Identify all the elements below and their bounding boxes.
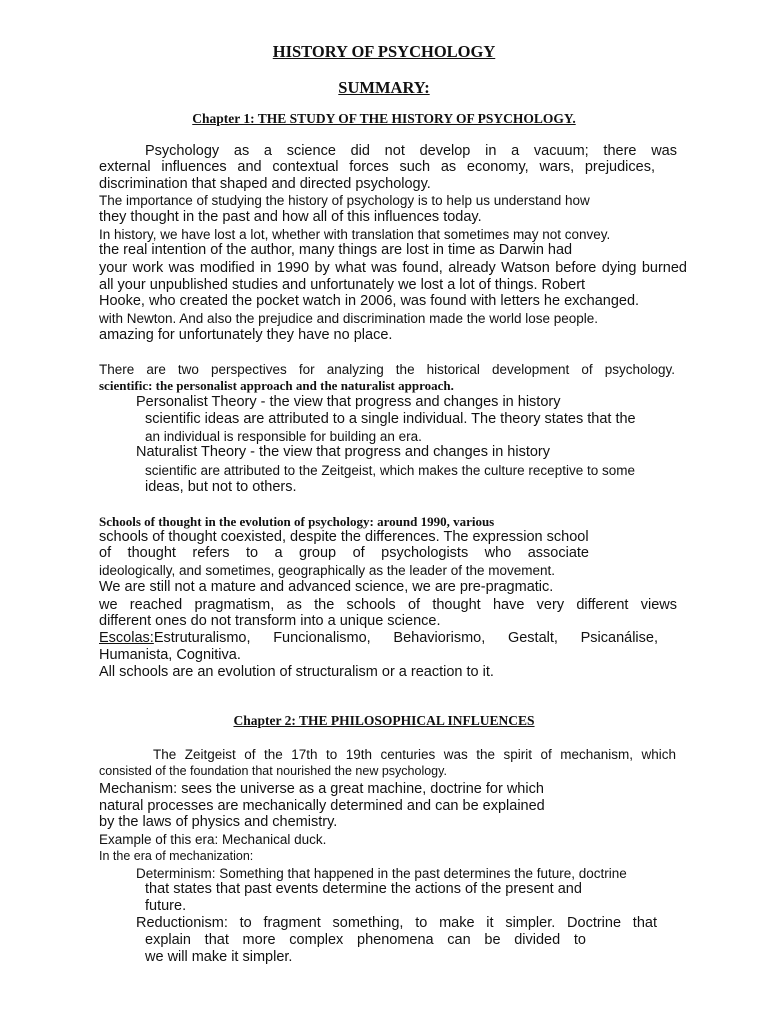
mechanism-line-1: Mechanism: sees the universe as a great machine, doctrine for which — [99, 781, 544, 797]
ch2-bullet-2-line-3: we will make it simpler. — [145, 949, 293, 965]
ch2-bullet-1-line-2: that states that past events determine the actions of the present and — [145, 881, 582, 897]
ch1-p4-line-1: There are two perspectives for analyzing the historical development of psychology. — [99, 362, 675, 377]
schools-line-3: ideologically, and sometimes, geographically as the leader of the movement. — [99, 563, 556, 578]
ch1-p1-line-2: external influences and contextual forces such as economy, wars, prejudices, — [99, 159, 655, 175]
schools-line-1: schools of thought coexisted, despite the differences. The expression school — [99, 529, 589, 545]
ch1-bullet-1-line-2: scientific ideas are attributed to a single individual. The theory states that the — [145, 411, 636, 427]
ch1-p1-line-3: discrimination that shaped and directed psychology. — [99, 176, 431, 192]
ch1-p3-line-2: the real intention of the author, many things are lost in time as Darwin had — [99, 242, 573, 258]
escolas-list-2: Humanista, Cognitiva. — [99, 647, 241, 663]
summary-heading: SUMMARY: — [338, 78, 430, 97]
chapter-1-heading: Chapter 1: THE STUDY OF THE HISTORY OF PSYCHOLOGY. — [192, 111, 576, 126]
ch1-p4-line-2: scientific: the personalist approach and the naturalist approach. — [99, 378, 454, 393]
schools-line-6: different ones do not transform into a unique science. — [99, 613, 441, 629]
ch1-bullet-1-line-3: an individual is responsible for building an era. — [145, 429, 422, 444]
ch1-bullet-2 — [122, 444, 700, 461]
schools-line-4: We are still not a mature and advanced science, we are pre-pragmatic. — [99, 579, 554, 595]
ch2-bullet-2-line-2: explain that more complex phenomena can be divided to — [145, 932, 586, 948]
escolas-list: Estruturalismo, Funcionalismo, Behaviorismo, Gestalt, Psicanálise, — [153, 630, 658, 646]
schools-line-5: we reached pragmatism, as the schools of thought have very different views — [99, 597, 677, 613]
mechanism-line-3: by the laws of physics and chemistry. — [99, 814, 338, 830]
ch1-p3-line-5: Hooke, who created the pocket watch in 2006, was found with letters he exchanged. — [99, 293, 640, 309]
ch1-p3-line-3: your work was modified in 1990 by what was found, already Watson before dying burned — [99, 260, 687, 276]
ch2-bullet-1-line-3: future. — [145, 898, 187, 914]
document-title: HISTORY OF PSYCHOLOGY — [272, 42, 496, 61]
ch1-p3-line-1: In history, we have lost a lot, whether with translation that sometimes may not convey. — [99, 227, 611, 242]
ch1-bullet-2-line-1: Naturalist Theory - the view that progress and changes in history — [136, 444, 550, 460]
ch1-p1-line-1: Psychology as a science did not develop in a vacuum; there was — [145, 143, 677, 159]
escolas-line — [99, 630, 658, 647]
ch1-bullet-2-line-3: ideas, but not to others. — [145, 479, 297, 495]
ch1-bullet-2-line-2: scientific are attributed to the Zeitgeist, which makes the culture receptive to some — [145, 463, 635, 478]
ch1-p2-line-2: they thought in the past and how all of this influences today. — [99, 209, 482, 225]
mechanism-line-2: natural processes are mechanically determined and can be explained — [99, 798, 545, 814]
ch1-bullet-1-line-1: Personalist Theory - the view that progress and changes in history — [136, 394, 561, 410]
escolas-close: All schools are an evolution of structuralism or a reaction to it. — [99, 664, 494, 680]
ch1-p2-line-1: The importance of studying the history of psychology is to help us understand how — [99, 193, 590, 208]
ch2-p1-line-2: consisted of the foundation that nourished the new psychology. — [99, 764, 447, 778]
ch2-p1-line-1: The Zeitgeist of the 17th to 19th centuries was the spirit of mechanism, which — [153, 747, 676, 762]
example-line: Example of this era: Mechanical duck. — [99, 832, 327, 847]
ch1-bullet-1 — [122, 394, 700, 411]
escolas-label: Escolas: — [99, 630, 154, 646]
era-line: In the era of mechanization: — [99, 849, 254, 863]
ch2-bullet-1-line-1: Determinism: Something that happened in the past determines the future, doctrine — [136, 866, 627, 881]
ch2-bullet-1 — [122, 865, 700, 882]
chapter-2-heading: Chapter 2: THE PHILOSOPHICAL INFLUENCES — [233, 713, 535, 728]
schools-line-2: of thought refers to a group of psychologists who associate — [99, 545, 589, 561]
ch2-bullet-2-line-1: Reductionism: to fragment something, to make it simpler. Doctrine that — [136, 915, 657, 931]
ch1-p3-line-6: with Newton. And also the prejudice and discrimination made the world lose people. — [99, 311, 599, 326]
ch1-p3-line-7: amazing for unfortunately they have no place. — [99, 327, 393, 343]
ch2-bullet-2 — [122, 915, 657, 932]
schools-heading: Schools of thought in the evolution of psychology: around 1990, various — [99, 514, 495, 529]
ch1-p3-line-4: all your unpublished studies and unfortunately we lost a lot of things. Robert — [99, 277, 586, 293]
